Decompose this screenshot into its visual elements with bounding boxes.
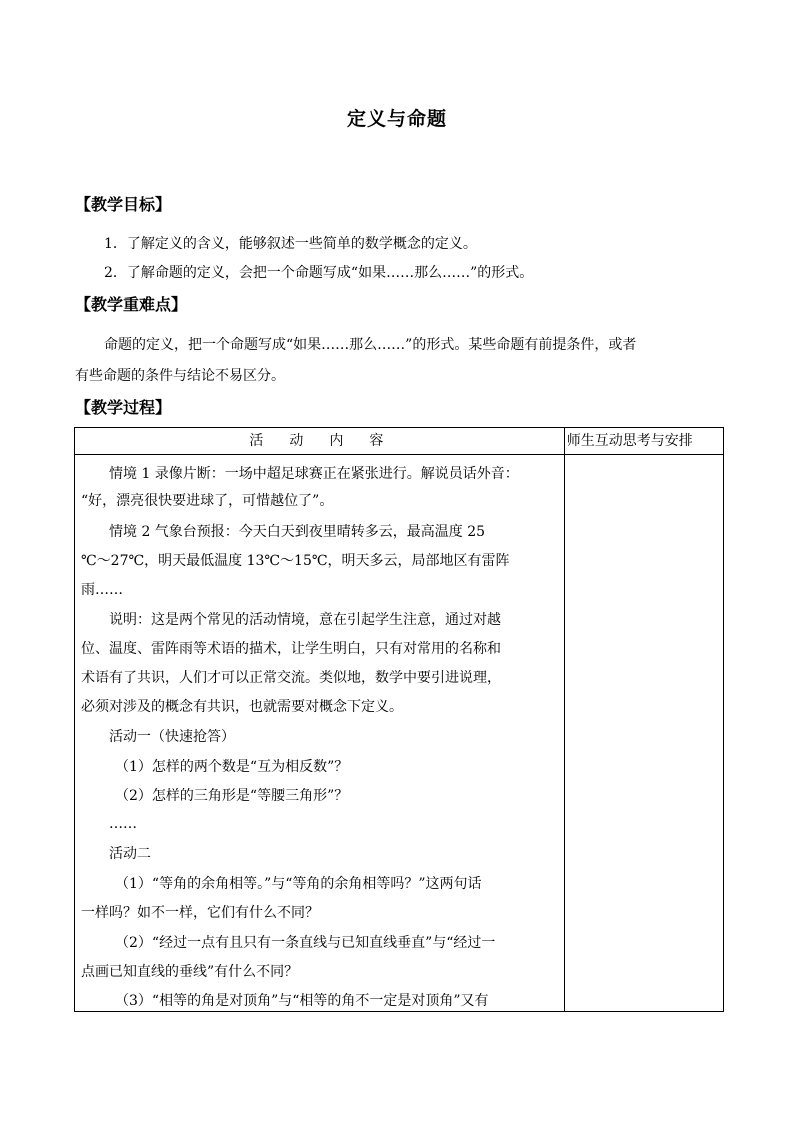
content-line: （2）“经过一点有且只有一条直线与已知直线垂直”与“经过一 <box>115 935 496 951</box>
content-line: 术语有了共识，人们才可以正常交流。类似地，数学中要引进说理， <box>81 670 501 686</box>
key-points-line: 有些命题的条件与结论不易区分。 <box>75 368 285 384</box>
content-line: （1）“等角的余角相等。”与“等角的余角相等吗？”这两句话 <box>115 876 482 892</box>
content-line: ℃～27℃，明天最低温度 13℃～15℃，明天多云，局部地区有雷阵 <box>81 553 510 569</box>
content-line: 点画已知直线的垂线”有什么不同？ <box>81 964 299 980</box>
key-points-line: 命题的定义，把一个命题写成“如果……那么……”的形式。某些命题有前提条件，或者 <box>104 337 637 353</box>
goal-item: 1．了解定义的含义，能够叙述一些简单的数学概念的定义。 <box>104 236 477 252</box>
goals-heading: 【教学目标】 <box>75 195 172 214</box>
content-line: 活动二 <box>109 846 151 862</box>
table-body-row <box>75 455 724 1012</box>
key-points-heading: 【教学重难点】 <box>75 295 188 314</box>
content-line: 活动一（快速抢答） <box>109 729 235 745</box>
interaction-cell <box>564 455 723 1012</box>
content-line: （1）怎样的两个数是“互为相反数”？ <box>115 759 349 775</box>
content-line: 必须对涉及的概念有共识，也就需要对概念下定义。 <box>81 699 403 715</box>
activity-content-cell <box>75 455 565 1012</box>
content-line: “好，漂亮很快要进球了，可惜越位了”。 <box>81 493 334 509</box>
content-line: 情境 1 录像片断：一场中超足球赛正在紧张进行。解说员话外音： <box>109 466 519 482</box>
content-line: 雨…… <box>81 582 123 598</box>
content-line: 情境 2 气象台预报：今天白天到夜里晴转多云，最高温度 25 <box>109 524 486 540</box>
activity-content-header: 活动内容 <box>75 428 565 455</box>
process-heading: 【教学过程】 <box>75 398 172 417</box>
goal-item: 2．了解命题的定义，会把一个命题写成“如果……那么……”的形式。 <box>104 265 534 281</box>
content-line: 一样吗？如不一样，它们有什么不同？ <box>81 905 319 921</box>
table-header-row <box>75 428 724 455</box>
content-line: （2）怎样的三角形是“等腰三角形”？ <box>115 788 349 804</box>
process-table <box>74 427 724 1012</box>
page-title: 定义与命题 <box>346 108 447 130</box>
content-line: …… <box>109 816 137 832</box>
content-line: （3）“相等的角是对顶角”与“相等的角不一定是对顶角”又有 <box>115 993 489 1009</box>
content-line: 说明：这是两个常见的活动情境，意在引起学生注意，通过对越 <box>109 612 501 628</box>
content-line: 位、温度、雷阵雨等术语的描术，让学生明白，只有对常用的名称和 <box>81 641 501 657</box>
interaction-header: 师生互动思考与安排 <box>564 428 723 455</box>
